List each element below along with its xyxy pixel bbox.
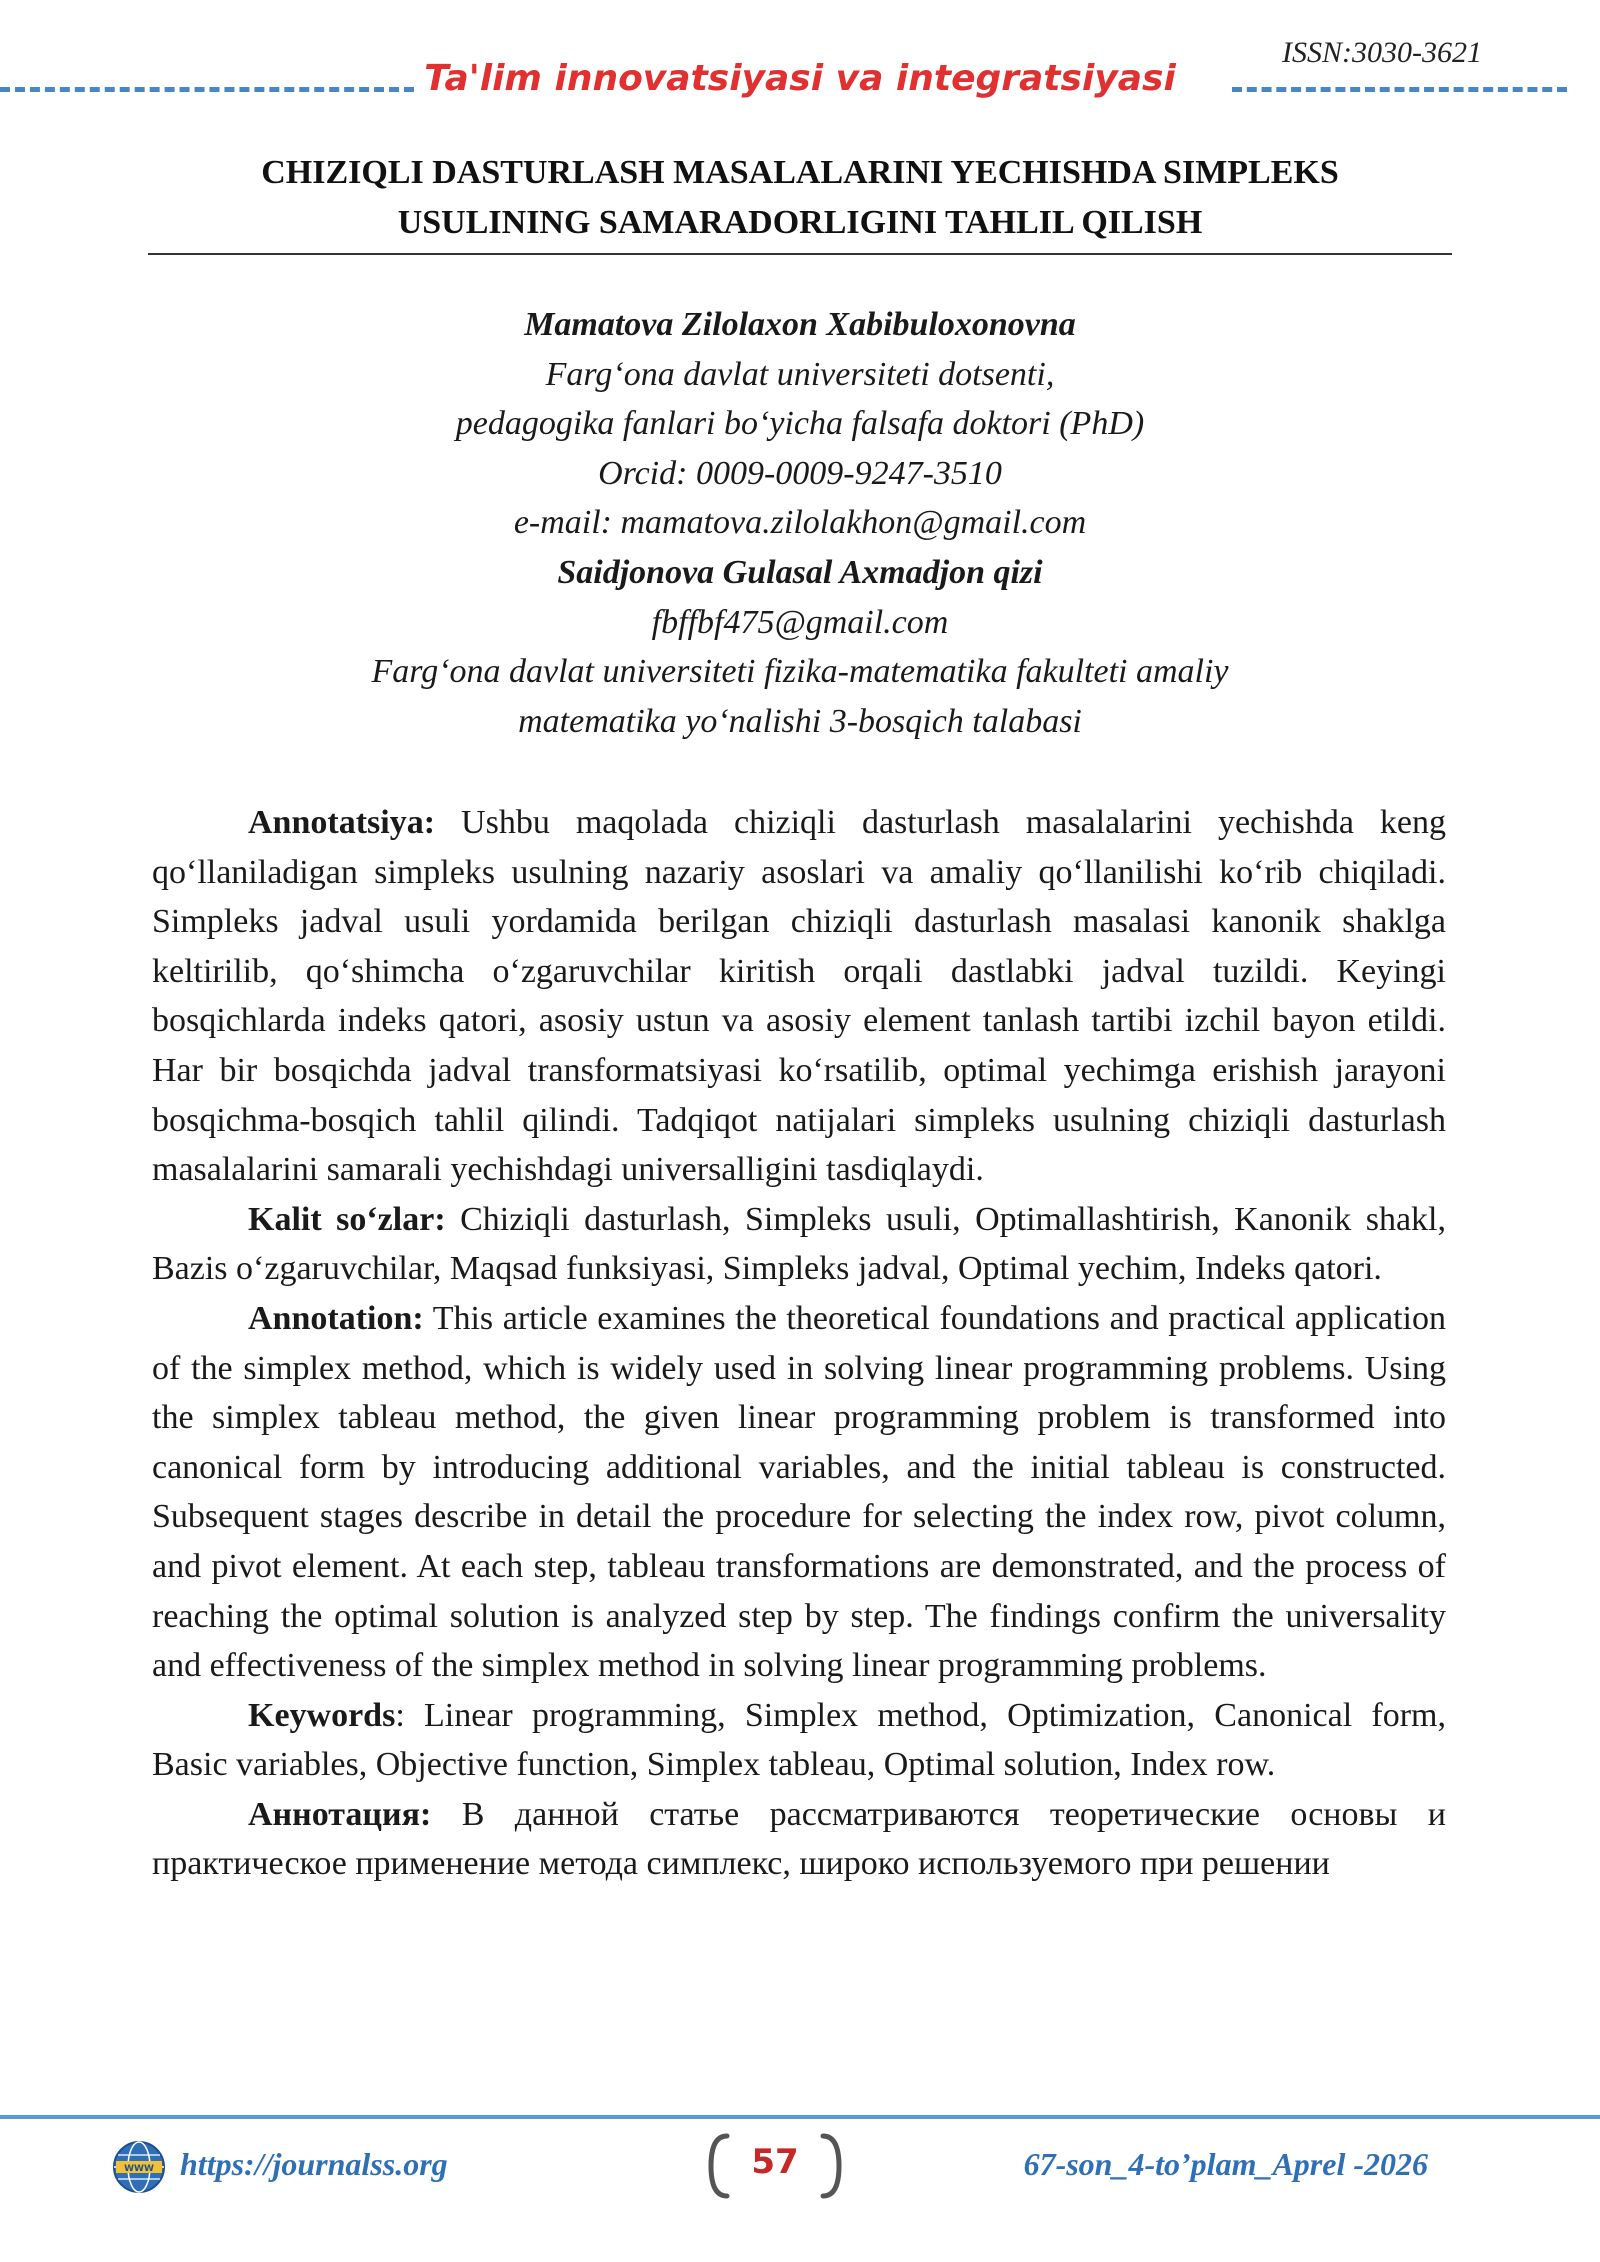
kalit-label: Kalit so‘zlar: (248, 1200, 446, 1238)
kalit-text: Chiziqli dasturlash, Simpleks usuli, Optimallashtirish, Kanonik shakl, Bazis o‘zgaruvchilar, Maqsad funksiyasi, Simpleks jadval, Optimal yechim, Indeks qatori. (152, 1200, 1446, 1288)
annotatsiya-ru-paragraph (152, 1790, 1446, 1889)
author-affiliation-1: Farg‘ona davlat universiteti dotsenti, (545, 355, 1055, 393)
author-orcid-1: Orcid: 0009-0009-9247-3510 (598, 454, 1002, 492)
author-affiliation-2: Farg‘ona davlat universiteti fizika-matematika fakulteti amaliy (371, 653, 1229, 691)
annotation-text: This article examines the theoretical foundations and practical application of the simplex method, which is widely used in solving linear programming problems. Using the simplex tableau method, the given linear programming problem is transformed into canonical form by introducing additional variables, and the initial tableau is constructed. Subsequent stages describe in detail the procedure for selecting the index row, pivot column, and pivot element. At each step, tableau transformations are demonstrated, and the process of reaching the optimal solution is analyzed step by step. The findings confirm the universality and effectiveness of the simplex method in solving linear programming problems. (152, 1299, 1446, 1685)
keywords-text: : Linear programming, Simplex method, Optimization, Canonical form, Basic variables, Objective function, Simplex tableau, Optimal solution, Index row. (152, 1696, 1446, 1784)
paper-title (150, 148, 1450, 248)
globe-icon (112, 2140, 166, 2194)
svg-text:WWW: WWW (124, 2164, 154, 2174)
paper-title-line-2: USULINING SAMARADORLIGINI TAHLIL QILISH (397, 204, 1203, 241)
author-degree-1: pedagogika fanlari bo‘yicha falsafa doktori (PhD) (455, 405, 1145, 443)
footer-divider (0, 2115, 1600, 2119)
annotatsiya-ru-label: Аннотация: (248, 1795, 432, 1833)
annotatsiya-paragraph (152, 798, 1446, 1195)
keywords-label: Keywords (248, 1696, 396, 1734)
keywords-paragraph (152, 1691, 1446, 1790)
author-email-2: fbffbf475@gmail.com (651, 603, 949, 641)
journal-title: Ta'lim innovatsiyasi va integratsiyasi (424, 58, 1176, 99)
kalit-paragraph (152, 1195, 1446, 1294)
journal-url-link[interactable]: https://journalss.org (180, 2146, 448, 2182)
issue-label: 67-son_4-to’plam_Aprel -2026 (1023, 2146, 1428, 2182)
author-affiliation-2-cont: matematika yo‘nalishi 3-bosqich talabasi (518, 702, 1082, 740)
abstract-body (152, 798, 1446, 1889)
annotatsiya-label: Annotatsiya: (248, 804, 436, 841)
annotatsiya-ru-text: В данной статье рассматриваются теоретические основы и практическое применение метода симплекс, широко используемого при решении (152, 1795, 1446, 1883)
title-divider (148, 253, 1452, 255)
annotation-label: Annotation: (248, 1299, 424, 1337)
author-name-1: Mamatova Zilolaxon Xabibuloxonovna (524, 306, 1076, 343)
annotation-paragraph (152, 1294, 1446, 1691)
paper-title-line-1: CHIZIQLI DASTURLASH MASALALARINI YECHISHDA SIMPLEKS (261, 154, 1339, 191)
page-number: 57 (751, 2142, 799, 2182)
annotatsiya-text: Ushbu maqolada chiziqli dasturlash masalalarini yechishda keng qo‘llaniladigan simpleks usulning nazariy asoslari va amaliy qo‘llanilishi ko‘rib chiqiladi. Simpleks jadval usuli yordamida berilgan chiziqli dasturlash masalasi kanonik shaklga keltirilib, qo‘shimcha o‘zgaruvchilar kiritish orqali dastlabki jadval tuzildi. Keyingi bosqichlarda indeks qatori, asosiy ustun va asosiy element tanlash tartibi izchil bayon etildi. Har bir bosqichda jadval transformatsiyasi ko‘rsatilib, optimal yechimga erishish jarayoni bosqichma-bosqich tahlil qilindi. Tadqiqot natijalari simpleks usulning chiziqli dasturlash masalalarini samarali yechishdagi universalligini tasdiqlaydi. (152, 804, 1446, 1189)
author-name-2: Saidjonova Gulasal Axmadjon qizi (557, 553, 1043, 591)
author-email-1: e-mail: mamatova.zilolakhon@gmail.com (513, 504, 1087, 542)
author-block (150, 300, 1450, 746)
issn-label: ISSN:3030-3621 (1282, 36, 1482, 69)
